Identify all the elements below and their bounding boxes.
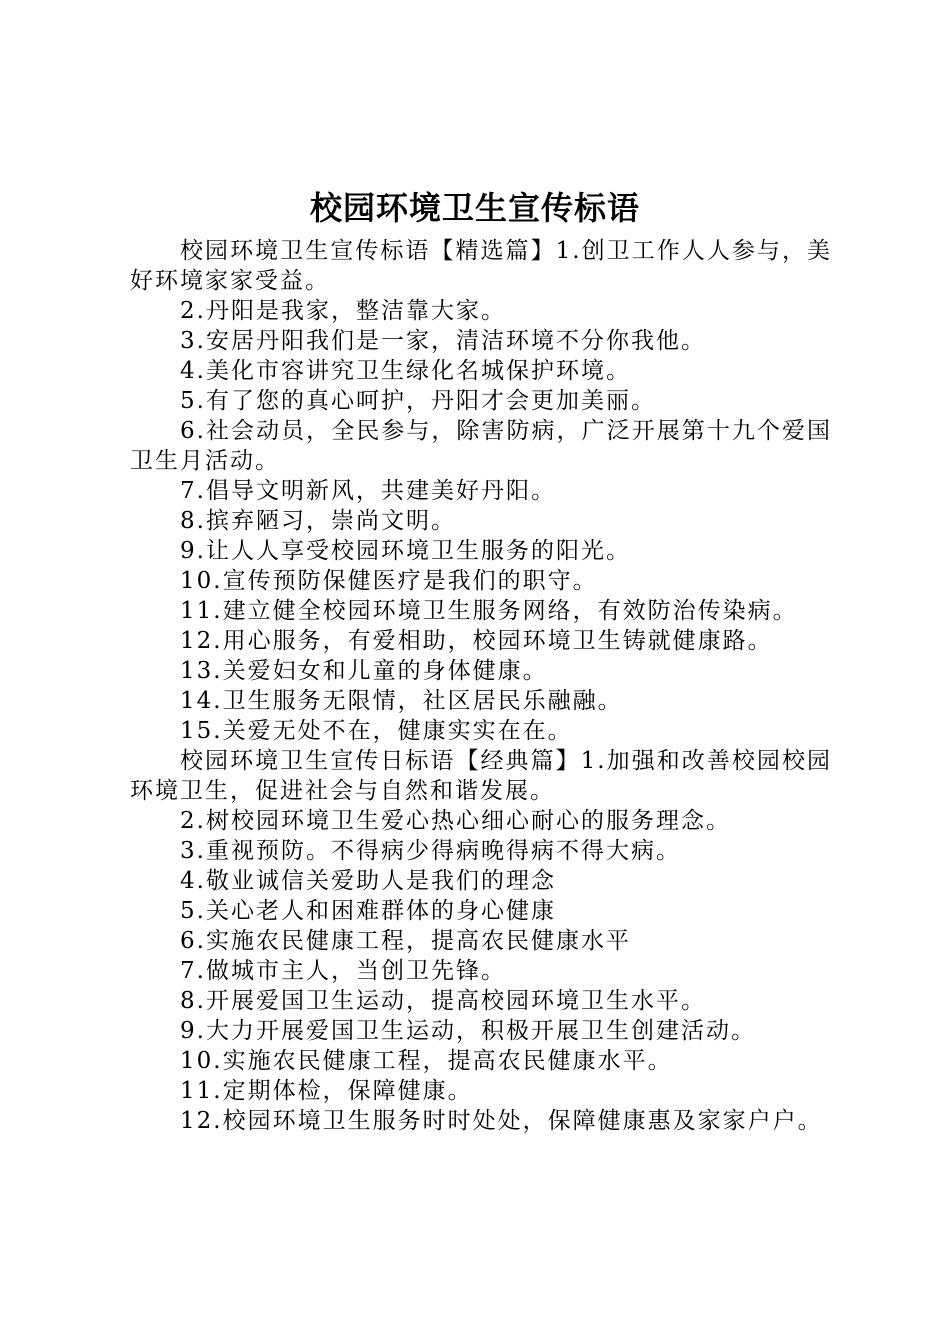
paragraph: 2.丹阳是我家，整洁靠大家。 — [180, 298, 506, 324]
paragraph: 14.卫生服务无限情，社区居民乐融融。 — [180, 688, 623, 714]
paragraph: 4.敬业诚信关爱助人是我们的理念 — [180, 868, 556, 894]
paragraph: 5.有了您的真心呵护，丹阳才会更加美丽。 — [180, 388, 656, 414]
paragraph: 9.让人人享受校园环境卫生服务的阳光。 — [180, 538, 631, 564]
paragraph: 11.定期体检，保障健康。 — [180, 1078, 473, 1104]
paragraph: 5.关心老人和困难群体的身心健康 — [180, 898, 556, 924]
paragraph: 13.关爱妇女和儿童的身体健康。 — [180, 658, 548, 684]
document-body — [130, 236, 832, 1136]
paragraph: 7.做城市主人，当创卫先锋。 — [180, 958, 506, 984]
paragraph: 9.大力开展爱国卫生运动，积极开展卫生创建活动。 — [180, 1018, 756, 1044]
paragraph: 校园环境卫生宣传日标语【经典篇】1.加强和改善校园校园环境卫生，促进社会与自然和谐发展。 — [130, 748, 832, 804]
paragraph: 校园环境卫生宣传标语【精选篇】1.创卫工作人人参与，美好环境家家受益。 — [130, 238, 832, 294]
paragraph: 3.重视预防。不得病少得病晚得病不得大病。 — [180, 838, 681, 864]
paragraph: 8.摈弃陋习，崇尚文明。 — [180, 508, 456, 534]
paragraph: 4.美化市容讲究卫生绿化名城保护环境。 — [180, 358, 631, 384]
document-title: 校园环境卫生宣传标语 — [309, 189, 640, 227]
paragraph: 7.倡导文明新风，共建美好丹阳。 — [180, 478, 556, 504]
paragraph: 15.关爱无处不在，健康实实在在。 — [180, 718, 573, 744]
paragraph: 12.用心服务，有爱相助，校园环境卫生铸就健康路。 — [180, 628, 773, 654]
paragraph: 10.宣传预防保健医疗是我们的职守。 — [180, 568, 598, 594]
paragraph: 3.安居丹阳我们是一家，清洁环境不分你我他。 — [180, 328, 706, 354]
paragraph: 11.建立健全校园环境卫生服务网络，有效防治传染病。 — [180, 598, 798, 624]
paragraph: 6.实施农民健康工程，提高农民健康水平 — [180, 928, 631, 954]
paragraph: 8.开展爱国卫生运动，提高校园环境卫生水平。 — [180, 988, 706, 1014]
paragraph: 2.树校园环境卫生爱心热心细心耐心的服务理念。 — [180, 808, 731, 834]
paragraph: 10.实施农民健康工程，提高农民健康水平。 — [180, 1048, 673, 1074]
paragraph: 6.社会动员，全民参与，除害防病，广泛开展第十九个爱国卫生月活动。 — [130, 418, 832, 474]
paragraph: 12.校园环境卫生服务时时处处，保障健康惠及家家户户。 — [180, 1108, 823, 1134]
